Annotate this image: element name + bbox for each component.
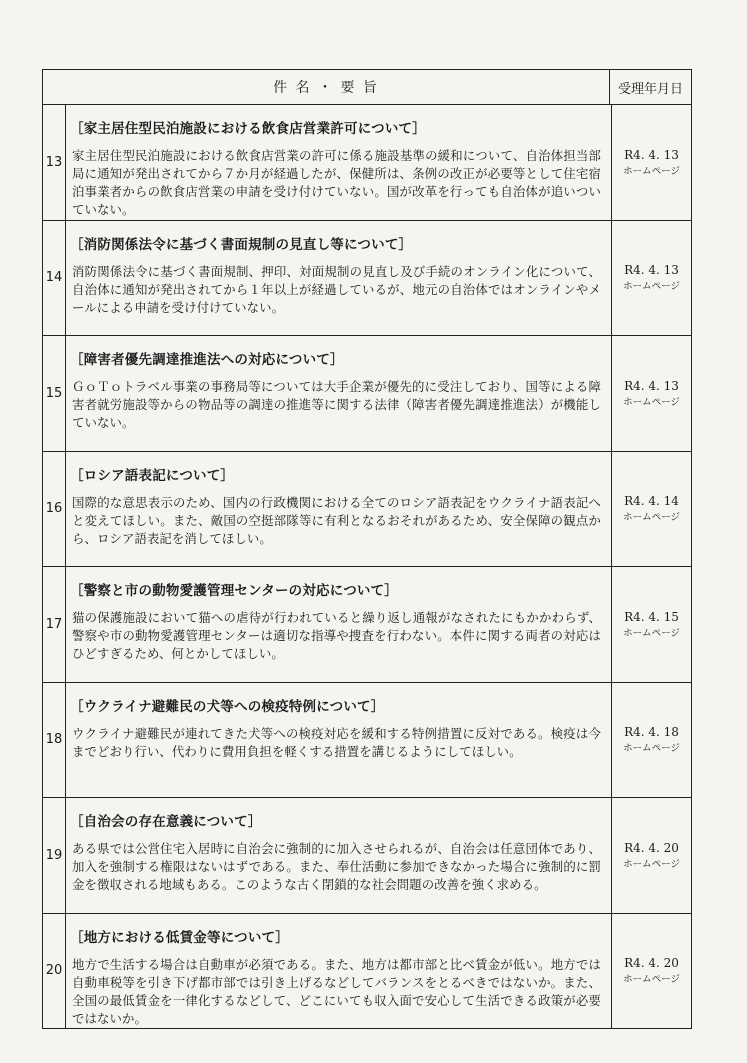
row-source: ホームページ: [623, 743, 680, 755]
row-topic: ［ウクライナ避難民の犬等への検疫特例について］: [70, 698, 385, 715]
row-topic: ［警察と市の動物愛護管理センターの対応について］: [70, 583, 398, 599]
table-row: [43, 683, 691, 799]
row-source: ホームページ: [623, 858, 680, 870]
row-source: ホームページ: [623, 281, 680, 293]
table-row: [43, 798, 691, 914]
row-received: [612, 914, 691, 1029]
row-received: [612, 683, 691, 798]
row-content: [66, 567, 612, 682]
header-date: 受理年月日: [617, 81, 683, 97]
row-source: ホームページ: [623, 165, 680, 177]
table-row: [43, 567, 691, 683]
row-source: ホームページ: [623, 396, 680, 408]
row-date: R4. 4. 20: [624, 840, 679, 855]
row-number: 15: [43, 336, 66, 451]
row-content: [66, 798, 612, 913]
table-row: [43, 336, 691, 452]
row-topic: ［家主居住型民泊施設における飲食店営業許可について］: [70, 121, 426, 137]
header-subject: 件 名 ・ 要 旨: [43, 70, 610, 104]
row-date: R4. 4. 15: [624, 609, 679, 624]
row-number: 17: [43, 567, 66, 682]
row-source: ホームページ: [623, 974, 680, 986]
row-number: 13: [43, 105, 66, 220]
row-topic: ［消防関係法令に基づく書面規制の見直し等について］: [70, 236, 413, 253]
row-content: [66, 221, 612, 336]
row-description: ウクライナ避難民が連れてきた犬等への検疫対応を緩和する特例措置に反対である。検疫は今までどおり行い、代わりに費用負担を軽くする措置を講じるようにしてほしい。: [72, 725, 601, 759]
row-date: R4. 4. 14: [624, 494, 679, 509]
row-content: [66, 452, 612, 567]
row-received: [612, 798, 691, 913]
row-description: 家主居住型民泊施設における飲食店営業の許可に係る施設基準の緩和について、自治体担当部局に通知が発出されてから７か月が経過したが、保健所は、条例の改正が必要等として住宅宿泊事業者からの飲食店営業の申請を受け付けていない。国が改革を行っても自治体が追いついていない。: [72, 148, 601, 217]
row-number: 16: [43, 452, 66, 567]
row-received: [612, 452, 691, 567]
row-description: 地方で生活する場合は自動車が必須である。また、地方は都市部と比べ賃金が低い。地方では自動車税等を引き下げ都市部では引き上げるなどしてバランスをとるべきではないか。また、全国の最低賃金を一律化するなどして、どこにいても収入面で安心して生活できる政策が必要ではないか。: [72, 956, 601, 1026]
row-topic: ［ロシア語表記について］: [70, 467, 235, 484]
table-row: [43, 914, 691, 1029]
row-topic: ［自治会の存在意義について］: [70, 814, 262, 830]
row-received: [612, 567, 691, 682]
table-header: [43, 70, 691, 105]
row-content: [66, 336, 612, 451]
row-number: 18: [43, 683, 66, 798]
row-date: R4. 4. 13: [624, 147, 679, 162]
row-content: [66, 683, 612, 798]
row-content: [66, 105, 612, 220]
row-number: 20: [43, 914, 66, 1029]
row-description: 消防関係法令に基づく書面規制、押印、対面規制の見直し及び手続のオンライン化について、自治体に通知が発出されてから１年以上が経過しているが、地元の自治体ではオンラインやメールによる申請を受け付けていない。: [72, 263, 601, 315]
row-topic: ［障害者優先調達推進法への対応について］: [70, 352, 344, 368]
row-date: R4. 4. 13: [624, 378, 679, 393]
table-row: [43, 105, 691, 221]
row-received: [612, 221, 691, 336]
table-row: [43, 452, 691, 568]
petition-table: [42, 69, 692, 1029]
row-description: ＧｏＴｏトラベル事業の事務局等については大手企業が優先的に受注しており、国等による障害者就労施設等からの物品等の調達の推進等に関する法律（障害者優先調達推進法）が機能していない。: [72, 379, 601, 430]
table-body: [43, 105, 691, 1028]
row-description: 国際的な意思表示のため、国内の行政機関における全てのロシア語表記をウクライナ語表記へと変えてほしい。また、敵国の空挺部隊等に有利となるおそれがあるため、安全保障の観点から、ロシア語表記を消してほしい。: [72, 494, 601, 546]
row-date: R4. 4. 20: [624, 956, 679, 971]
row-content: [66, 914, 612, 1029]
row-topic: ［地方における低賃金等について］: [70, 929, 289, 946]
row-date: R4. 4. 13: [624, 263, 679, 278]
row-received: [612, 336, 691, 451]
row-source: ホームページ: [623, 627, 680, 639]
row-date: R4. 4. 18: [624, 725, 679, 740]
row-description: 猫の保護施設において猫への虐待が行われていると繰り返し通報がなされたにもかかわらず、警察や市の動物愛護管理センターは適切な指導や捜査を行わない。本件に関する両者の対応はひどすぎるため、何とかしてほしい。: [72, 610, 601, 661]
row-description: ある県では公営住宅入居時に自治会に強制的に加入させられるが、自治会は任意団体であり、加入を強制する権限はないはずである。また、奉仕活動に参加できなかった場合に強制的に罰金を徴収される地域もある。このような古く閉鎖的な社会問題の改善を強く求める。: [72, 841, 601, 892]
row-source: ホームページ: [623, 512, 680, 524]
row-number: 14: [43, 221, 66, 336]
row-number: 19: [43, 798, 66, 913]
row-received: [612, 105, 691, 220]
table-row: [43, 221, 691, 337]
